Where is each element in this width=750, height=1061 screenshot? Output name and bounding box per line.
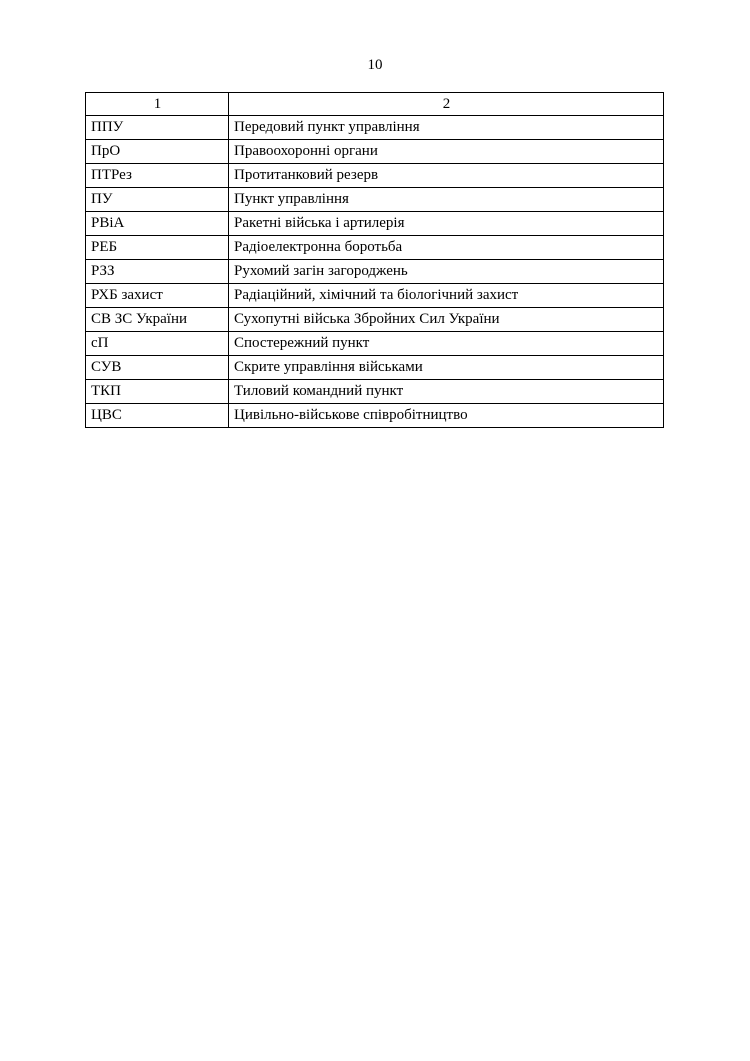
definition-cell: Правоохоронні органи bbox=[229, 140, 664, 164]
abbreviation-cell: СУВ bbox=[86, 356, 229, 380]
definition-cell: Радіаційний, хімічний та біологічний захист bbox=[229, 284, 664, 308]
definition-cell: Ракетні війська і артилерія bbox=[229, 212, 664, 236]
table-row bbox=[86, 188, 664, 212]
abbreviation-cell: СВ ЗС України bbox=[86, 308, 229, 332]
table-header-row bbox=[86, 93, 664, 116]
abbreviation-cell: ПрО bbox=[86, 140, 229, 164]
column-header-abbreviation: 1 bbox=[86, 93, 229, 116]
definition-cell: Спостережний пункт bbox=[229, 332, 664, 356]
abbreviation-cell: ПТРез bbox=[86, 164, 229, 188]
table-row bbox=[86, 140, 664, 164]
abbreviation-cell: ЦВС bbox=[86, 404, 229, 428]
definition-cell: Скрите управління військами bbox=[229, 356, 664, 380]
definition-cell: Передовий пункт управління bbox=[229, 116, 664, 140]
abbreviation-cell: сП bbox=[86, 332, 229, 356]
abbreviation-cell: РВіА bbox=[86, 212, 229, 236]
table-row bbox=[86, 284, 664, 308]
definition-cell: Цивільно-військове співробітництво bbox=[229, 404, 664, 428]
abbreviation-cell: ПУ bbox=[86, 188, 229, 212]
abbreviation-cell: ППУ bbox=[86, 116, 229, 140]
table-row bbox=[86, 380, 664, 404]
abbreviation-cell: ТКП bbox=[86, 380, 229, 404]
page-number: 10 bbox=[367, 57, 383, 73]
abbreviation-cell: РЗЗ bbox=[86, 260, 229, 284]
table-row bbox=[86, 164, 664, 188]
abbreviation-cell: РХБ захист bbox=[86, 284, 229, 308]
definition-cell: Протитанковий резерв bbox=[229, 164, 664, 188]
definition-cell: Тиловий командний пункт bbox=[229, 380, 664, 404]
table-row bbox=[86, 260, 664, 284]
abbreviation-cell: РЕБ bbox=[86, 236, 229, 260]
table-row bbox=[86, 404, 664, 428]
column-header-definition: 2 bbox=[229, 93, 664, 116]
table-row bbox=[86, 308, 664, 332]
table-row bbox=[86, 332, 664, 356]
table-row bbox=[86, 236, 664, 260]
table-row bbox=[86, 212, 664, 236]
abbreviations-table bbox=[85, 92, 664, 428]
definition-cell: Сухопутні війська Збройних Сил України bbox=[229, 308, 664, 332]
table-row bbox=[86, 356, 664, 380]
definition-cell: Пункт управління bbox=[229, 188, 664, 212]
definition-cell: Радіоелектронна боротьба bbox=[229, 236, 664, 260]
definition-cell: Рухомий загін загороджень bbox=[229, 260, 664, 284]
table-row bbox=[86, 116, 664, 140]
